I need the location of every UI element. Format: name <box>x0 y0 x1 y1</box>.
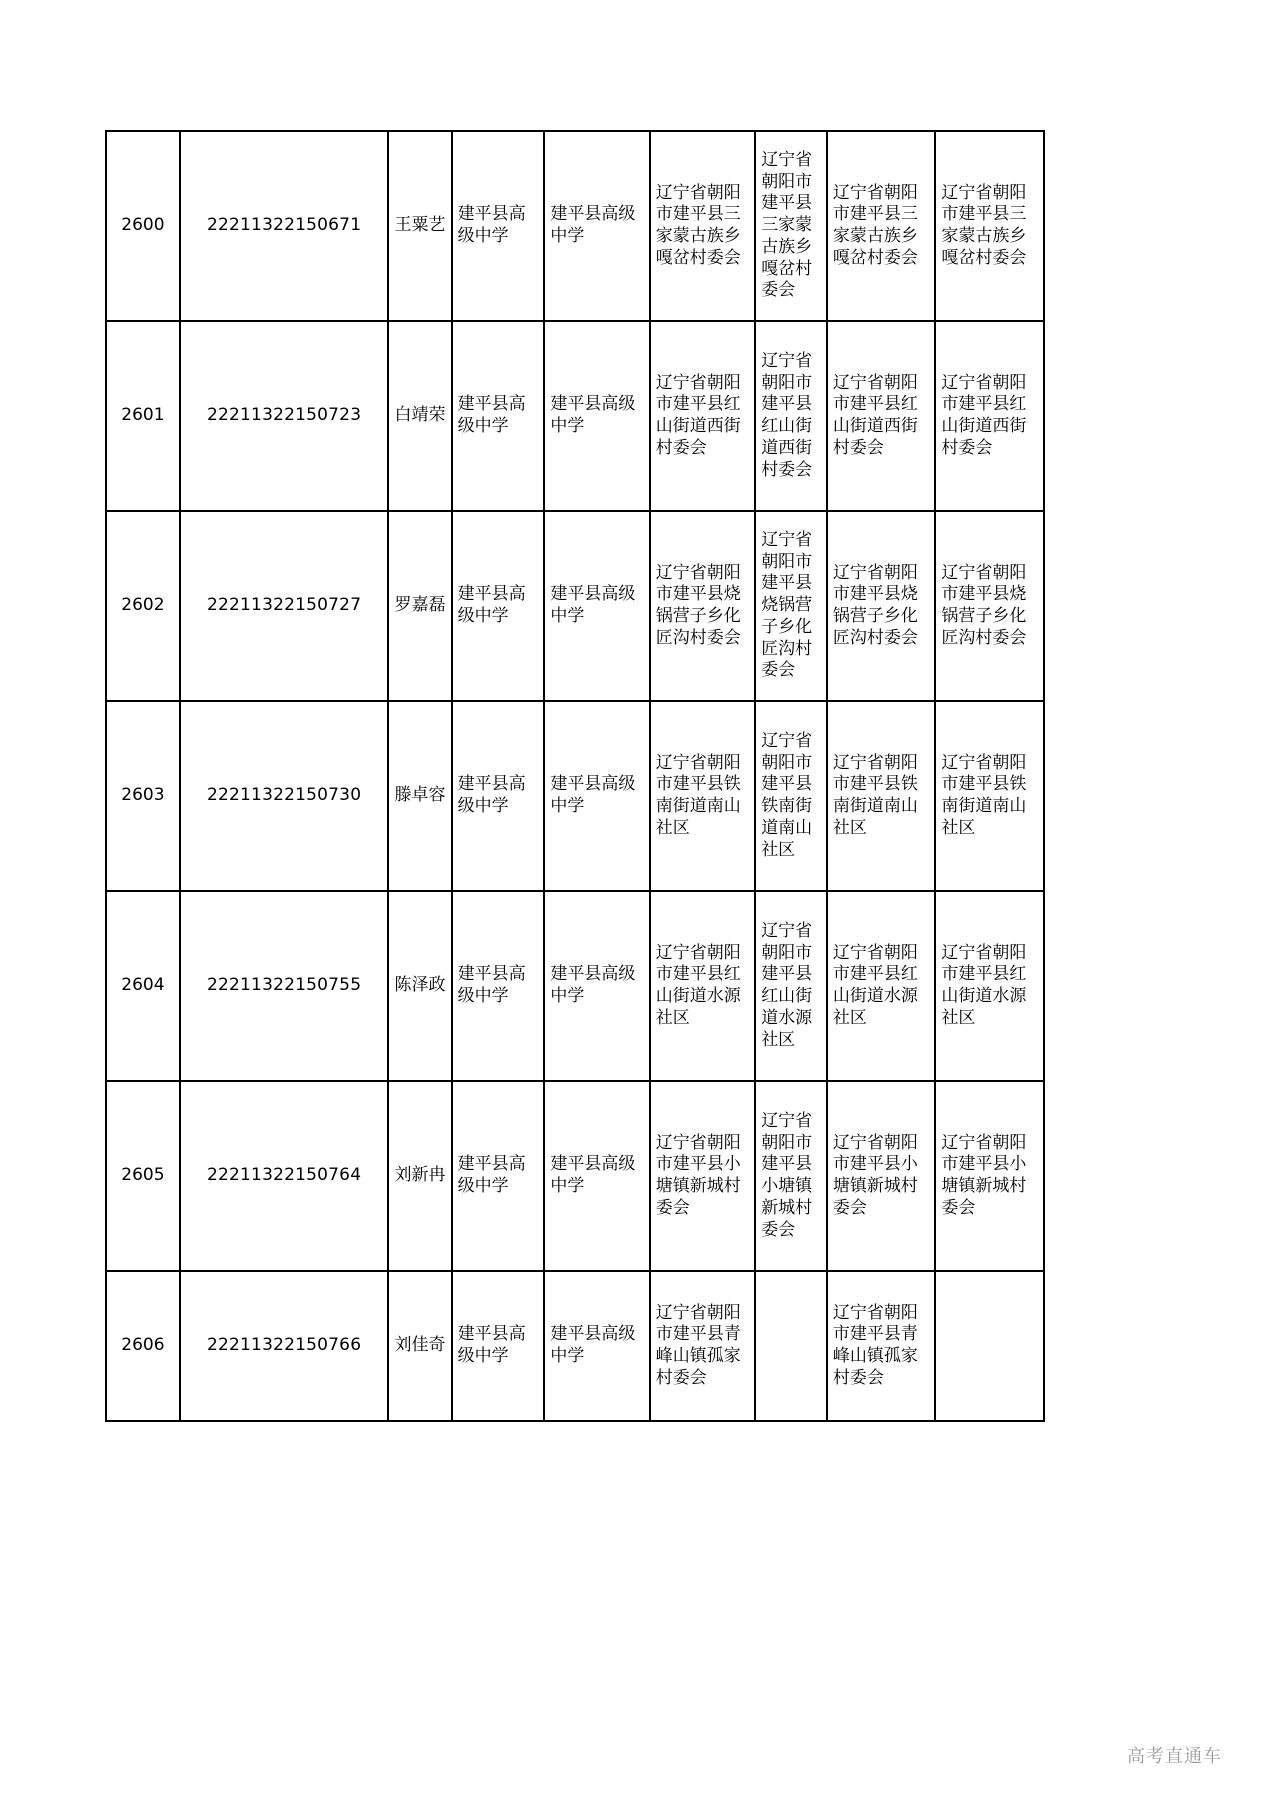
cell-sequence: 2606 <box>106 1271 180 1421</box>
cell-household-address: 辽宁省朝阳市建平县烧锅营子乡化匠沟村委会 <box>755 511 827 701</box>
cell-student-name: 白靖荣 <box>388 321 451 511</box>
cell-sequence: 2602 <box>106 511 180 701</box>
cell-exam-code: 22211322150764 <box>180 1081 389 1271</box>
table-row <box>106 701 1044 891</box>
cell-student-name: 陈泽政 <box>388 891 451 1081</box>
cell-graduation-school: 建平县高级中学 <box>452 1271 545 1421</box>
cell-mailing-address: 辽宁省朝阳市建平县小塘镇新城村委会 <box>935 1081 1044 1271</box>
cell-home-address: 辽宁省朝阳市建平县红山街道西街村委会 <box>827 321 936 511</box>
cell-student-name: 刘新冉 <box>388 1081 451 1271</box>
cell-household-address: 辽宁省朝阳市建平县红山街道西街村委会 <box>755 321 827 511</box>
cell-mailing-address: 辽宁省朝阳市建平县红山街道西街村委会 <box>935 321 1044 511</box>
table-row <box>106 1271 1044 1421</box>
cell-study-school: 建平县高级中学 <box>544 1081 649 1271</box>
cell-household-address: 辽宁省朝阳市建平县小塘镇新城村委会 <box>755 1081 827 1271</box>
cell-home-address: 辽宁省朝阳市建平县三家蒙古族乡嘎岔村委会 <box>827 131 936 321</box>
roster-table <box>105 130 1045 1422</box>
cell-household-address: 辽宁省朝阳市建平县三家蒙古族乡嘎岔村委会 <box>755 131 827 321</box>
cell-graduation-school: 建平县高级中学 <box>452 511 545 701</box>
watermark-text: 高考直通车 <box>1127 1746 1222 1767</box>
cell-study-school: 建平县高级中学 <box>544 511 649 701</box>
cell-home-address: 辽宁省朝阳市建平县烧锅营子乡化匠沟村委会 <box>827 511 936 701</box>
cell-household-location: 辽宁省朝阳市建平县小塘镇新城村委会 <box>650 1081 755 1271</box>
cell-exam-code: 22211322150766 <box>180 1271 389 1421</box>
cell-study-school: 建平县高级中学 <box>544 321 649 511</box>
cell-household-address <box>755 1271 827 1421</box>
cell-sequence: 2601 <box>106 321 180 511</box>
cell-graduation-school: 建平县高级中学 <box>452 701 545 891</box>
cell-student-name: 王粟艺 <box>388 131 451 321</box>
cell-study-school: 建平县高级中学 <box>544 131 649 321</box>
cell-sequence: 2600 <box>106 131 180 321</box>
cell-home-address: 辽宁省朝阳市建平县小塘镇新城村委会 <box>827 1081 936 1271</box>
cell-sequence: 2605 <box>106 1081 180 1271</box>
cell-graduation-school: 建平县高级中学 <box>452 131 545 321</box>
cell-exam-code: 22211322150723 <box>180 321 389 511</box>
cell-graduation-school: 建平县高级中学 <box>452 321 545 511</box>
cell-study-school: 建平县高级中学 <box>544 891 649 1081</box>
cell-household-location: 辽宁省朝阳市建平县烧锅营子乡化匠沟村委会 <box>650 511 755 701</box>
cell-household-location: 辽宁省朝阳市建平县青峰山镇孤家村委会 <box>650 1271 755 1421</box>
cell-mailing-address: 辽宁省朝阳市建平县铁南街道南山社区 <box>935 701 1044 891</box>
cell-household-address: 辽宁省朝阳市建平县红山街道水源社区 <box>755 891 827 1081</box>
cell-home-address: 辽宁省朝阳市建平县铁南街道南山社区 <box>827 701 936 891</box>
cell-mailing-address: 辽宁省朝阳市建平县红山街道水源社区 <box>935 891 1044 1081</box>
cell-household-address: 辽宁省朝阳市建平县铁南街道南山社区 <box>755 701 827 891</box>
cell-study-school: 建平县高级中学 <box>544 701 649 891</box>
cell-household-location: 辽宁省朝阳市建平县三家蒙古族乡嘎岔村委会 <box>650 131 755 321</box>
table-row <box>106 321 1044 511</box>
cell-exam-code: 22211322150671 <box>180 131 389 321</box>
roster-table-wrapper <box>105 130 1045 1422</box>
table-row <box>106 511 1044 701</box>
cell-sequence: 2604 <box>106 891 180 1081</box>
cell-household-location: 辽宁省朝阳市建平县红山街道西街村委会 <box>650 321 755 511</box>
cell-exam-code: 22211322150727 <box>180 511 389 701</box>
cell-student-name: 滕卓容 <box>388 701 451 891</box>
table-row <box>106 131 1044 321</box>
cell-student-name: 罗嘉磊 <box>388 511 451 701</box>
cell-sequence: 2603 <box>106 701 180 891</box>
cell-graduation-school: 建平县高级中学 <box>452 1081 545 1271</box>
cell-mailing-address <box>935 1271 1044 1421</box>
cell-student-name: 刘佳奇 <box>388 1271 451 1421</box>
cell-home-address: 辽宁省朝阳市建平县青峰山镇孤家村委会 <box>827 1271 936 1421</box>
cell-graduation-school: 建平县高级中学 <box>452 891 545 1081</box>
cell-home-address: 辽宁省朝阳市建平县红山街道水源社区 <box>827 891 936 1081</box>
cell-household-location: 辽宁省朝阳市建平县红山街道水源社区 <box>650 891 755 1081</box>
cell-study-school: 建平县高级中学 <box>544 1271 649 1421</box>
table-row <box>106 1081 1044 1271</box>
table-row <box>106 891 1044 1081</box>
cell-household-location: 辽宁省朝阳市建平县铁南街道南山社区 <box>650 701 755 891</box>
cell-exam-code: 22211322150755 <box>180 891 389 1081</box>
cell-mailing-address: 辽宁省朝阳市建平县三家蒙古族乡嘎岔村委会 <box>935 131 1044 321</box>
cell-exam-code: 22211322150730 <box>180 701 389 891</box>
cell-mailing-address: 辽宁省朝阳市建平县烧锅营子乡化匠沟村委会 <box>935 511 1044 701</box>
